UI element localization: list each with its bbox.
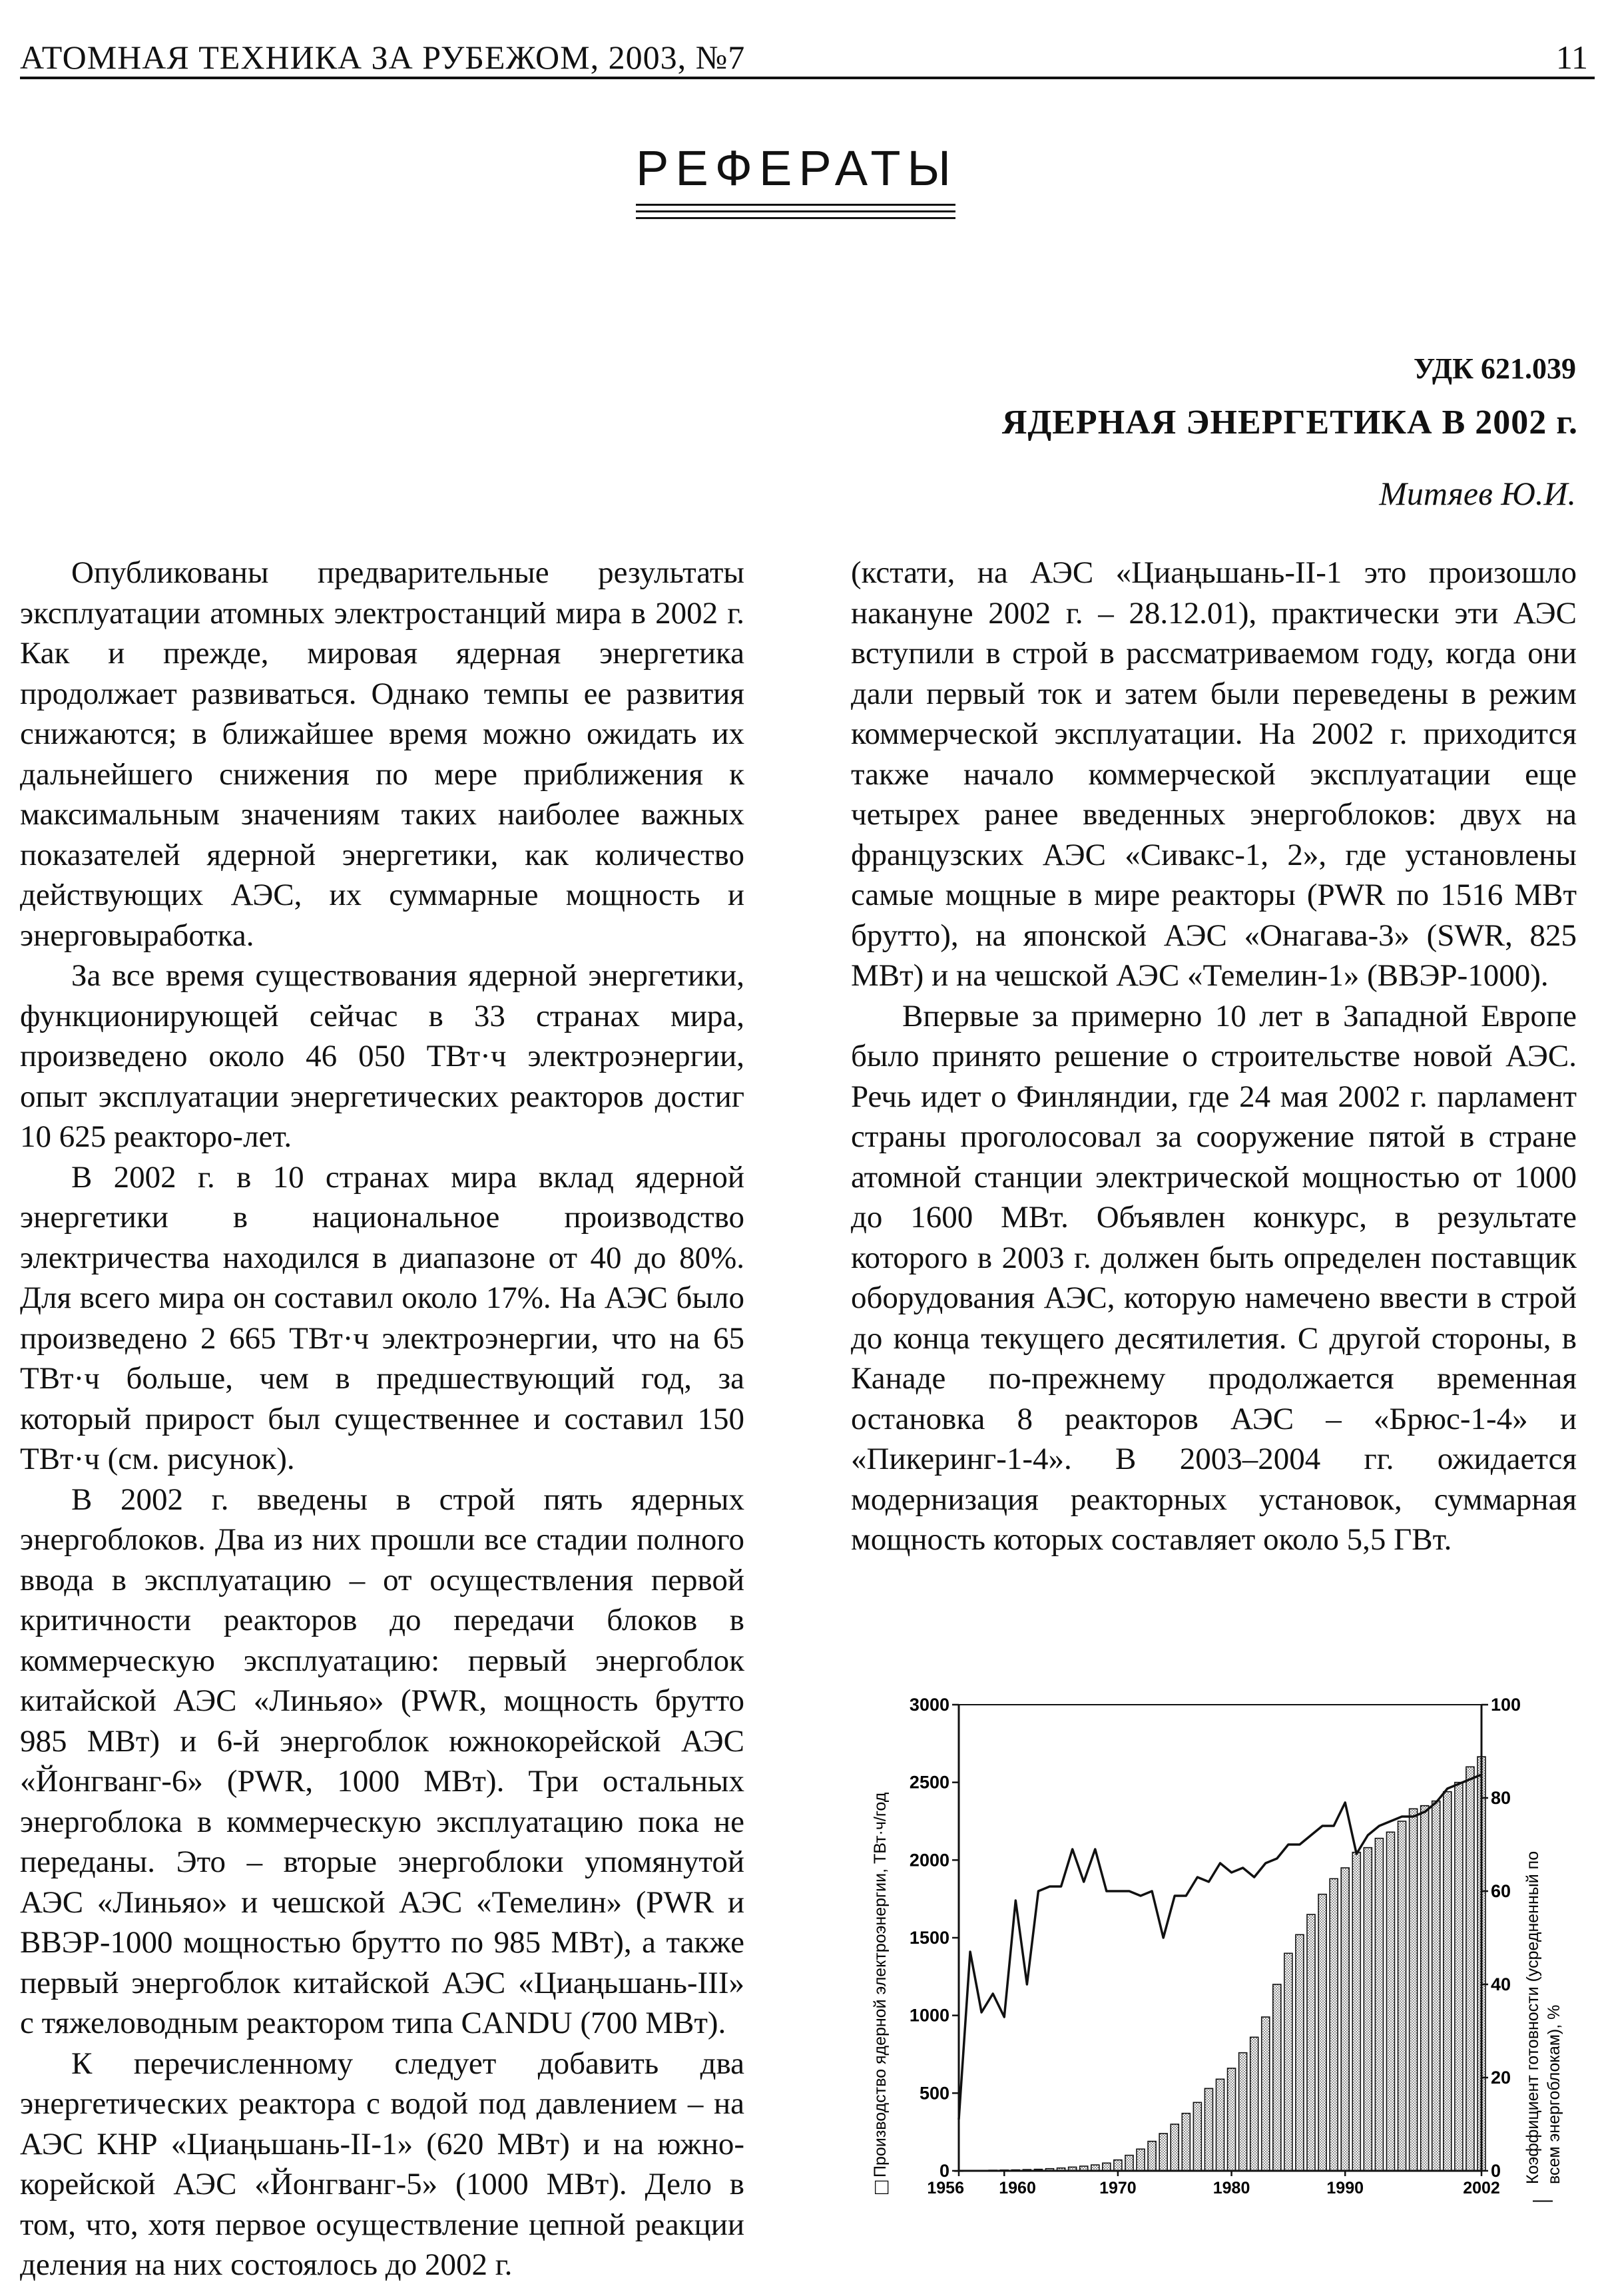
section-title-underline-1 [636, 204, 955, 206]
bar-1971 [1125, 2155, 1133, 2171]
bar-1972 [1137, 2149, 1145, 2171]
right-column [851, 553, 1577, 1560]
bar-1982 [1250, 2037, 1258, 2171]
bar-1990 [1341, 1868, 1349, 2171]
bar-1998 [1432, 1801, 1440, 2171]
right-tick-label: 0 [1491, 2161, 1501, 2181]
paragraph: За все время существования ядерной энергетики, функционирующей сейчас в 33 странах мира, произведено около 46 050 ТВт·ч электроэнергии, опыт эксплуатации энергетических реакторов достиг 10 625 реакторо-лет. [20, 958, 744, 1154]
bar-1993 [1375, 1839, 1383, 2171]
left-tick-label: 500 [919, 2083, 949, 2104]
bar-1979 [1216, 2079, 1224, 2171]
section-title-underline-2 [636, 210, 955, 212]
bar-1996 [1410, 1809, 1418, 2171]
left-tick-label: 1500 [909, 1928, 949, 1948]
page-number: 11 [1555, 39, 1588, 76]
nuclear-output-chart [859, 1665, 1591, 2217]
x-tick-label: 1990 [1326, 2179, 1364, 2197]
paragraph: Впервые за примерно 10 лет в Западной Европе было принято решение о строительстве новой АЭС. Речь идет о Финляндии, где 24 мая 2002 г. парламент страны проголосовал за сооружение пятой в стране атомной станции электрической мощностью от 1000 до 1600 МВт. Объявлен конкурс, в результате которого в 2003 г. должен быть определен поставщик оборудования АЭС, которую намечено ввести в строй до конца текущего десятилетия. С другой стороны, в Канаде по-прежнему продолжается временная остановка 8 реакторов АЭС – «Брюс-1-4» и «Пикеринг-1-4». В 2003–2004 гг. ожидается модернизация реакторных установок, суммарная мощность которых составляет около 5,5 ГВт. [851, 998, 1577, 1557]
left-legend-marker: □ [875, 2174, 889, 2199]
bar-1995 [1398, 1821, 1406, 2171]
bar-1969 [1103, 2163, 1111, 2171]
bar-1975 [1171, 2124, 1179, 2171]
bar-1980 [1228, 2068, 1236, 2171]
bar-1991 [1352, 1853, 1360, 2171]
left-axis-label: Производство ядерной электроэнергии, ТВт·ч/год [871, 1792, 890, 2177]
section-title: РЕФЕРАТЫ [636, 141, 958, 196]
bar-1977 [1193, 2102, 1201, 2171]
bar-1978 [1204, 2088, 1212, 2171]
right-tick-label: 60 [1491, 1881, 1511, 1901]
article-title: ЯДЕРНАЯ ЭНЕРГЕТИКА В 2002 г. [1001, 404, 1578, 441]
bar-2000 [1455, 1783, 1463, 2171]
left-tick-label: 3000 [909, 1695, 949, 1715]
right-axis-label-line-2: всем энергоблокам), % [1545, 2004, 1563, 2184]
bar-2001 [1466, 1767, 1474, 2171]
running-header [20, 30, 1595, 79]
udc-code: УДК 621.039 [1413, 352, 1576, 385]
right-tick-label: 80 [1491, 1788, 1511, 1808]
x-tick-label: 1970 [1099, 2179, 1137, 2197]
bar-1989 [1330, 1878, 1338, 2171]
bar-1983 [1262, 2017, 1270, 2171]
bar-1987 [1307, 1914, 1315, 2171]
bar-1973 [1148, 2142, 1156, 2171]
bar-1976 [1182, 2114, 1190, 2171]
left-tick-label: 1000 [909, 2005, 949, 2026]
bar-1985 [1284, 1953, 1292, 2171]
left-column [20, 553, 744, 2285]
left-tick-label: 2500 [909, 1772, 949, 1793]
x-tick-label: 1980 [1212, 2179, 1250, 2197]
left-tick-label: 2000 [909, 1850, 949, 1870]
bar-1994 [1386, 1832, 1394, 2171]
bar-1974 [1159, 2134, 1167, 2171]
paragraph: К перечисленному следует добавить два энергетических реактора с водой под давлением – на АЭС КНР «Циаңьшань-II-1» (620 МВт) и на южно-корейской АЭС «Йонгванг-5» (1000 МВт). Дело в том, что, хотя первое осуществление цепной реакции деления на них состоялось до 2002 г. [20, 2046, 744, 2282]
bar-1999 [1444, 1792, 1452, 2171]
right-axis-label-line-1: Коэффициент готовности (усредненный по [1523, 1851, 1542, 2184]
paragraph: Опубликованы предварительные результаты эксплуатации атомных электростанций мира в 2002 г. Как и прежде, мировая ядерная энергетика продолжает развиваться. Однако темпы ее развития снижаются; в ближайшее время можно ожидать их дальнейшего снижения по мере приближения к максимальным значениям таких наиболее важных показателей ядерной энергетики, как количество действующих АЭС, их суммарные мощность и энерговыработка. [20, 555, 744, 953]
bar-1981 [1239, 2053, 1247, 2171]
bar-1986 [1296, 1934, 1304, 2171]
right-legend-marker: — [1533, 2189, 1553, 2211]
journal-title: АТОМНАЯ ТЕХНИКА ЗА РУБЕЖОМ, 2003, №7 [20, 39, 746, 76]
bar-1997 [1421, 1806, 1429, 2171]
bar-1988 [1318, 1894, 1326, 2171]
bar-1970 [1114, 2160, 1122, 2171]
chart-svg [859, 1665, 1591, 2217]
bar-1992 [1364, 1848, 1372, 2171]
right-tick-label: 20 [1491, 2068, 1511, 2088]
x-tick-label: 1956 [927, 2179, 964, 2197]
left-tick-label: 0 [939, 2161, 949, 2181]
paragraph: В 2002 г. в 10 странах мира вклад ядерной энергетики в национальное производство электричества находился в диапазоне от 40 до 80%. Для всего мира он составил около 17%. На АЭС было произведено 2 665 ТВт·ч электроэнергии, что на 65 ТВт·ч больше, чем в предшествующий год, за который прирост был существеннее и составил 150 ТВт·ч (см. рисунок). [20, 1159, 744, 1476]
x-tick-label: 1960 [999, 2179, 1036, 2197]
right-tick-label: 40 [1491, 1974, 1511, 1994]
bar-1984 [1273, 1984, 1281, 2171]
paragraph: В 2002 г. введены в строй пять ядерных энергоблоков. Два из них прошли все стадии полного ввода в эксплуатацию – от осуществления первой критичности реакторов до передачи блоков в коммерческую эксплуатацию: первый энергоблок китайской АЭС «Линьяо» (PWR, мощность брутто 985 МВт) и 6-й энергоблок южнокорейской АЭС «Йонгванг-6» (PWR, 1000 МВт). Три остальных энергоблока в коммерческую эксплуатацию пока не переданы. Это – вторые энергоблоки упомянутой АЭС «Линьяо» и чешской АЭС «Темелин» (PWR и ВВЭР-1000 мощностью брутто по 985 МВт), а также первый энергоблок китайской АЭС «Циаңьшань-III» с тяжеловодным реактором типа CANDU (700 МВт). [20, 1482, 744, 2040]
x-tick-label: 2002 [1463, 2179, 1500, 2197]
bar-series [955, 1757, 1485, 2171]
article-author: Митяев Ю.И. [1379, 475, 1576, 512]
section-title-underline-3 [636, 217, 955, 219]
paragraph: (кстати, на АЭС «Циаңьшань-II-1 это произошло накануне 2002 г. – 28.12.01), практически эти АЭС вступили в строй в рассматриваемом году, когда они дали первый ток и затем были переведены в режим коммерческой эксплуатации. На 2002 г. приходится также начало коммерческой эксплуатации еще четырех ранее введенных энергоблоков: двух на французских АЭС «Сивакс-1, 2», где установлены самые мощные в мире реакторы (PWR по 1516 МВт брутто), на японской АЭС «Онагава-3» (SWR, 825 МВт) и на чешской АЭС «Темелин-1» (ВВЭР-1000). [851, 555, 1577, 993]
right-tick-label: 100 [1491, 1695, 1521, 1715]
